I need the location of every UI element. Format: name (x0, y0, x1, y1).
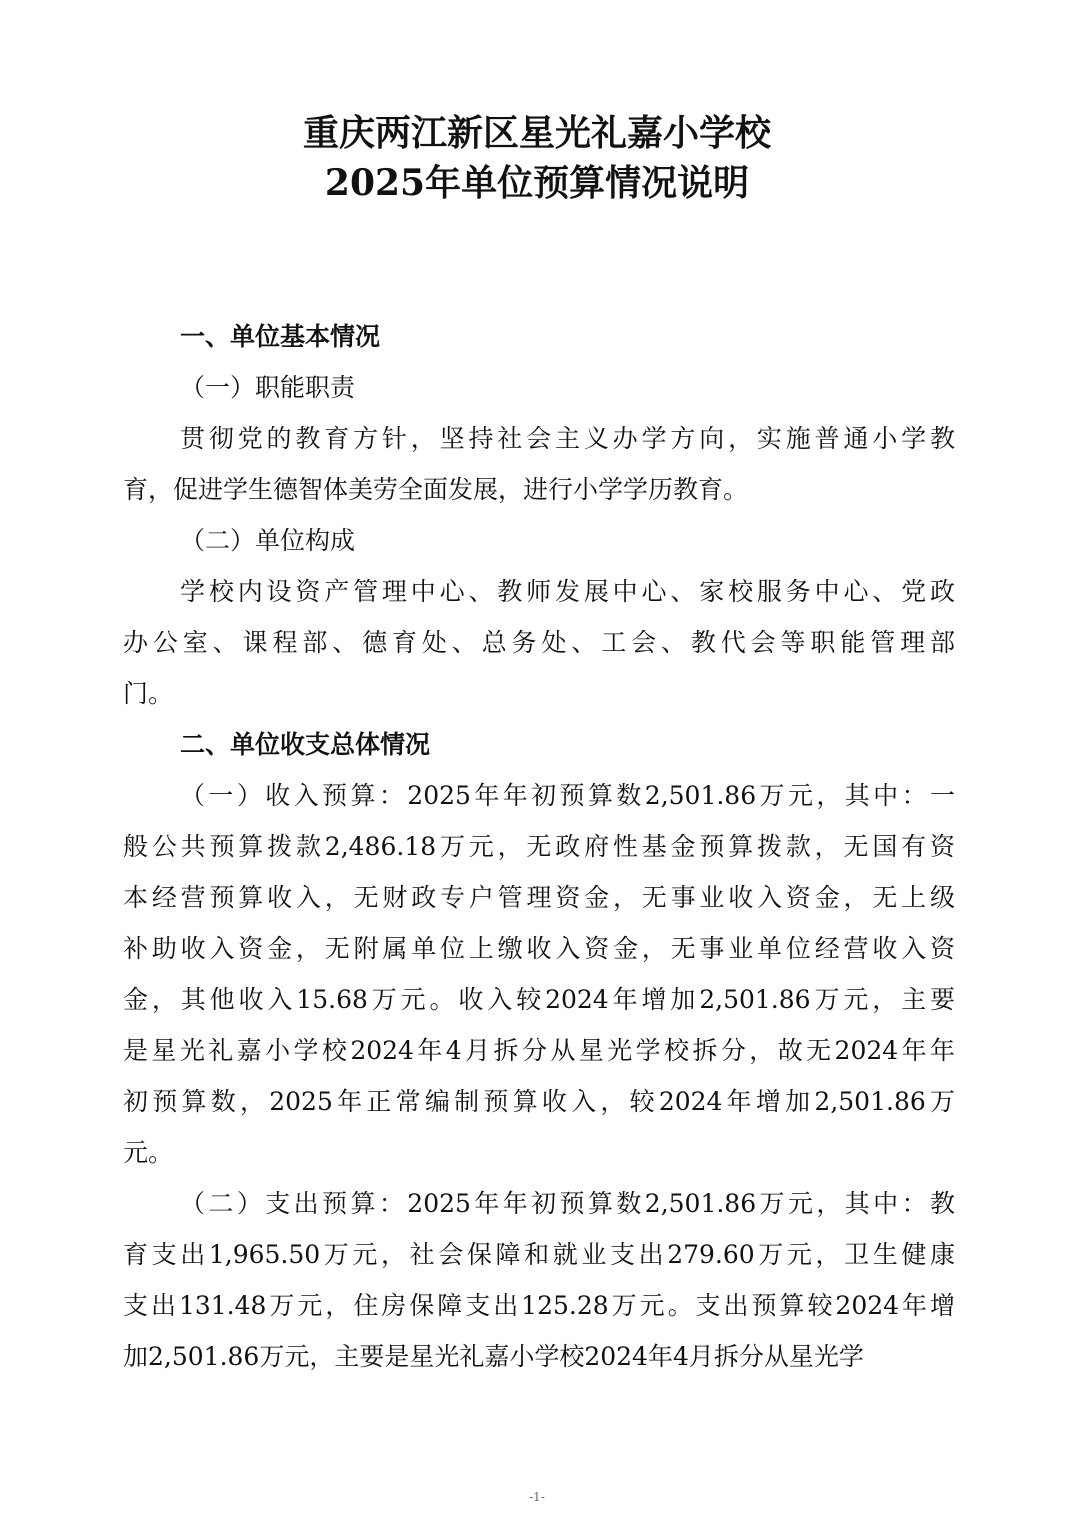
paragraph (123, 566, 955, 719)
text-line: 金，其他收入15.68万元。收入较2024年增加2,501.86万元，主要 (123, 985, 955, 1014)
text-line: 育支出1,965.50万元，社会保障和就业支出279.60万元，卫生健康 (123, 1240, 955, 1269)
text-line: 本经营预算收入，无财政专户管理资金，无事业收入资金，无上级 (123, 883, 955, 912)
title-line-2: 2025年单位预算情况说明 (324, 162, 750, 204)
text-line: 加2,501.86万元，主要是星光礼嘉小学校2024年4月拆分从星光学 (123, 1342, 864, 1371)
title-line-1: 重庆两江新区星光礼嘉小学校 (302, 112, 771, 154)
subsection-heading (123, 515, 955, 566)
text-line: 办公室、课程部、德育处、总务处、工会、教代会等职能管理部 (123, 628, 955, 657)
text-line: 般公共预算拨款2,486.18万元，无政府性基金预算拨款，无国有资 (123, 832, 955, 861)
text-line: 育，促进学生德智体美劳全面发展，进行小学学历教育。 (123, 475, 749, 504)
text-line: 一、单位基本情况 (180, 322, 381, 351)
text-line: 支出131.48万元，住房保障支出125.28万元。支出预算较2024年增 (123, 1291, 955, 1320)
text-line: 二、单位收支总体情况 (180, 730, 431, 759)
paragraph (123, 413, 955, 515)
text-line: （一）职能职责 (180, 373, 356, 402)
text-line: 初预算数，2025年正常编制预算收入，较2024年增加2,501.86万 (123, 1087, 955, 1116)
text-line: （二）单位构成 (180, 526, 356, 555)
page-number: -1- (529, 1490, 545, 1504)
text-line: 元。 (123, 1138, 174, 1167)
text-line: 门。 (123, 679, 174, 708)
text-line: 贯彻党的教育方针，坚持社会主义办学方向，实施普通小学教 (180, 424, 955, 453)
subsection-heading (123, 362, 955, 413)
document-title (0, 108, 1074, 208)
section-heading (123, 311, 955, 362)
text-line: 学校内设资产管理中心、教师发展中心、家校服务中心、党政 (180, 577, 955, 606)
document-body (123, 311, 955, 1382)
text-line: （一）收入预算：2025年年初预算数2,501.86万元，其中：一 (180, 781, 955, 810)
section-heading (123, 719, 955, 770)
paragraph (123, 1178, 955, 1382)
text-line: 是星光礼嘉小学校2024年4月拆分从星光学校拆分，故无2024年年 (123, 1036, 955, 1065)
paragraph (123, 770, 955, 1178)
text-line: 补助收入资金，无附属单位上缴收入资金，无事业单位经营收入资 (123, 934, 955, 963)
text-line: （二）支出预算：2025年年初预算数2,501.86万元，其中：教 (180, 1189, 955, 1218)
